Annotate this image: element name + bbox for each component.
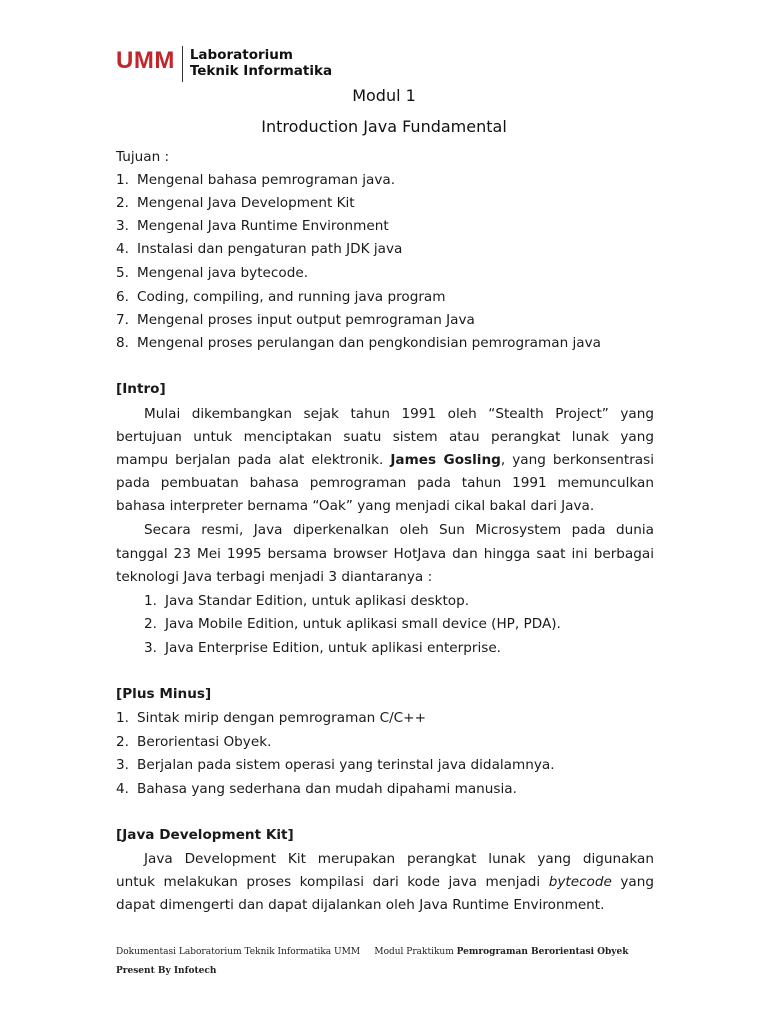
item-text: Mengenal java bytecode. [137,265,309,281]
item-number: 2. [116,734,129,750]
paragraph-line: dapat dimengerti dan dapat dijalankan oleh Java Runtime Environment. [116,897,605,913]
edition-item [144,591,469,611]
logo-mark: UMM [116,47,175,74]
item-number: 1. [116,172,129,188]
text-run: yang [620,874,654,890]
item-text: Berorientasi Obyek. [137,734,272,750]
item-number: 1. [116,710,129,726]
edition-item [144,614,561,634]
item-text: Java Enterprise Edition, untuk aplikasi enterprise. [165,640,502,656]
footer-line-2 [116,966,216,976]
edition-item [144,638,501,658]
item-text: Mengenal proses perulangan dan pengkondisian pemrograman java [137,335,602,351]
paragraph-line: pada pembuatan bahasa pemrograman pada tahun 1991 memunculkan [116,475,654,491]
tujuan-item [116,216,389,236]
item-number: 1. [144,593,157,609]
footer-left: Dokumentasi Laboratorium Teknik Informatika UMM [116,947,361,957]
section-heading-intro: [Intro] [116,381,166,397]
item-text: Bahasa yang sederhana dan mudah dipahami manusia. [137,781,517,797]
item-text: Java Standar Edition, untuk aplikasi desktop. [165,593,470,609]
item-number: 2. [116,195,129,211]
footer-credit: Present By Infotech [116,966,217,976]
lab-logo [116,44,332,82]
section-heading-jdk: [Java Development Kit] [116,827,294,843]
item-text: Mengenal Java Development Kit [137,195,355,211]
paragraph-line [116,872,654,892]
tujuan-item [116,333,601,353]
item-text: Mengenal proses input output pemrograman Java [137,312,475,328]
text-run: untuk melakukan proses kompilasi dari kode java menjadi [116,874,541,890]
item-text: Berjalan pada sistem operasi yang terinstal java didalamnya. [137,757,555,773]
footer-right: Pemrograman Berorientasi Obyek [456,947,629,957]
module-subtitle: Introduction Java Fundamental [261,117,507,136]
text-run: , yang berkonsentrasi [500,452,654,468]
tujuan-item [116,239,402,259]
italic-term: bytecode [548,874,612,890]
paragraph-line: bahasa interpreter bernama “Oak” yang menjadi cikal bakal dari Java. [116,498,595,514]
logo-line-1: Laboratorium [189,47,293,63]
paragraph-line: Mulai dikembangkan sejak tahun 1991 oleh “Stealth Project” yang [144,406,654,422]
footer-mid: Modul Praktikum [374,947,454,957]
item-text: Sintak mirip dengan pemrograman C/C++ [137,710,426,726]
footer-line-1 [116,947,628,957]
paragraph-line [116,450,654,470]
item-number: 4. [116,781,129,797]
bold-name: James Gosling [390,452,501,468]
item-number: 6. [116,289,129,305]
plus-minus-item [116,732,271,752]
item-number: 8. [116,335,129,351]
paragraph-line: Secara resmi, Java diperkenalkan oleh Sun Microsystem pada dunia [144,522,654,538]
tujuan-label: Tujuan : [116,149,170,165]
item-number: 7. [116,312,129,328]
plus-minus-item [116,755,555,775]
logo-line-2: Teknik Informatika [189,63,333,79]
plus-minus-item [116,779,517,799]
paragraph-line: Java Development Kit merupakan perangkat lunak yang digunakan [144,851,654,867]
tujuan-item [116,310,475,330]
item-number: 3. [144,640,157,656]
paragraph-line: bertujuan untuk menciptakan suatu sistem atau perangkat lunak yang [116,429,654,445]
tujuan-item [116,170,395,190]
item-number: 3. [116,757,129,773]
item-number: 5. [116,265,129,281]
plus-minus-item [116,708,426,728]
logo-text [183,44,332,82]
module-title: Modul 1 [352,86,416,105]
item-text: Instalasi dan pengaturan path JDK java [137,241,403,257]
item-number: 4. [116,241,129,257]
item-number: 3. [116,218,129,234]
tujuan-item [116,193,355,213]
paragraph-line: teknologi Java terbagi menjadi 3 diantaranya : [116,569,433,585]
item-text: Java Mobile Edition, untuk aplikasi small device (HP, PDA). [165,616,561,632]
section-heading-plus-minus: [Plus Minus] [116,686,212,702]
tujuan-item [116,263,308,283]
paragraph-line: tanggal 23 Mei 1995 bersama browser HotJava dan hingga saat ini berbagai [116,546,654,562]
item-text: Mengenal bahasa pemrograman java. [137,172,396,188]
item-text: Mengenal Java Runtime Environment [137,218,389,234]
tujuan-item [116,287,445,307]
item-number: 2. [144,616,157,632]
item-text: Coding, compiling, and running java program [137,289,446,305]
text-run: mampu berjalan pada alat elektronik. [116,452,384,468]
